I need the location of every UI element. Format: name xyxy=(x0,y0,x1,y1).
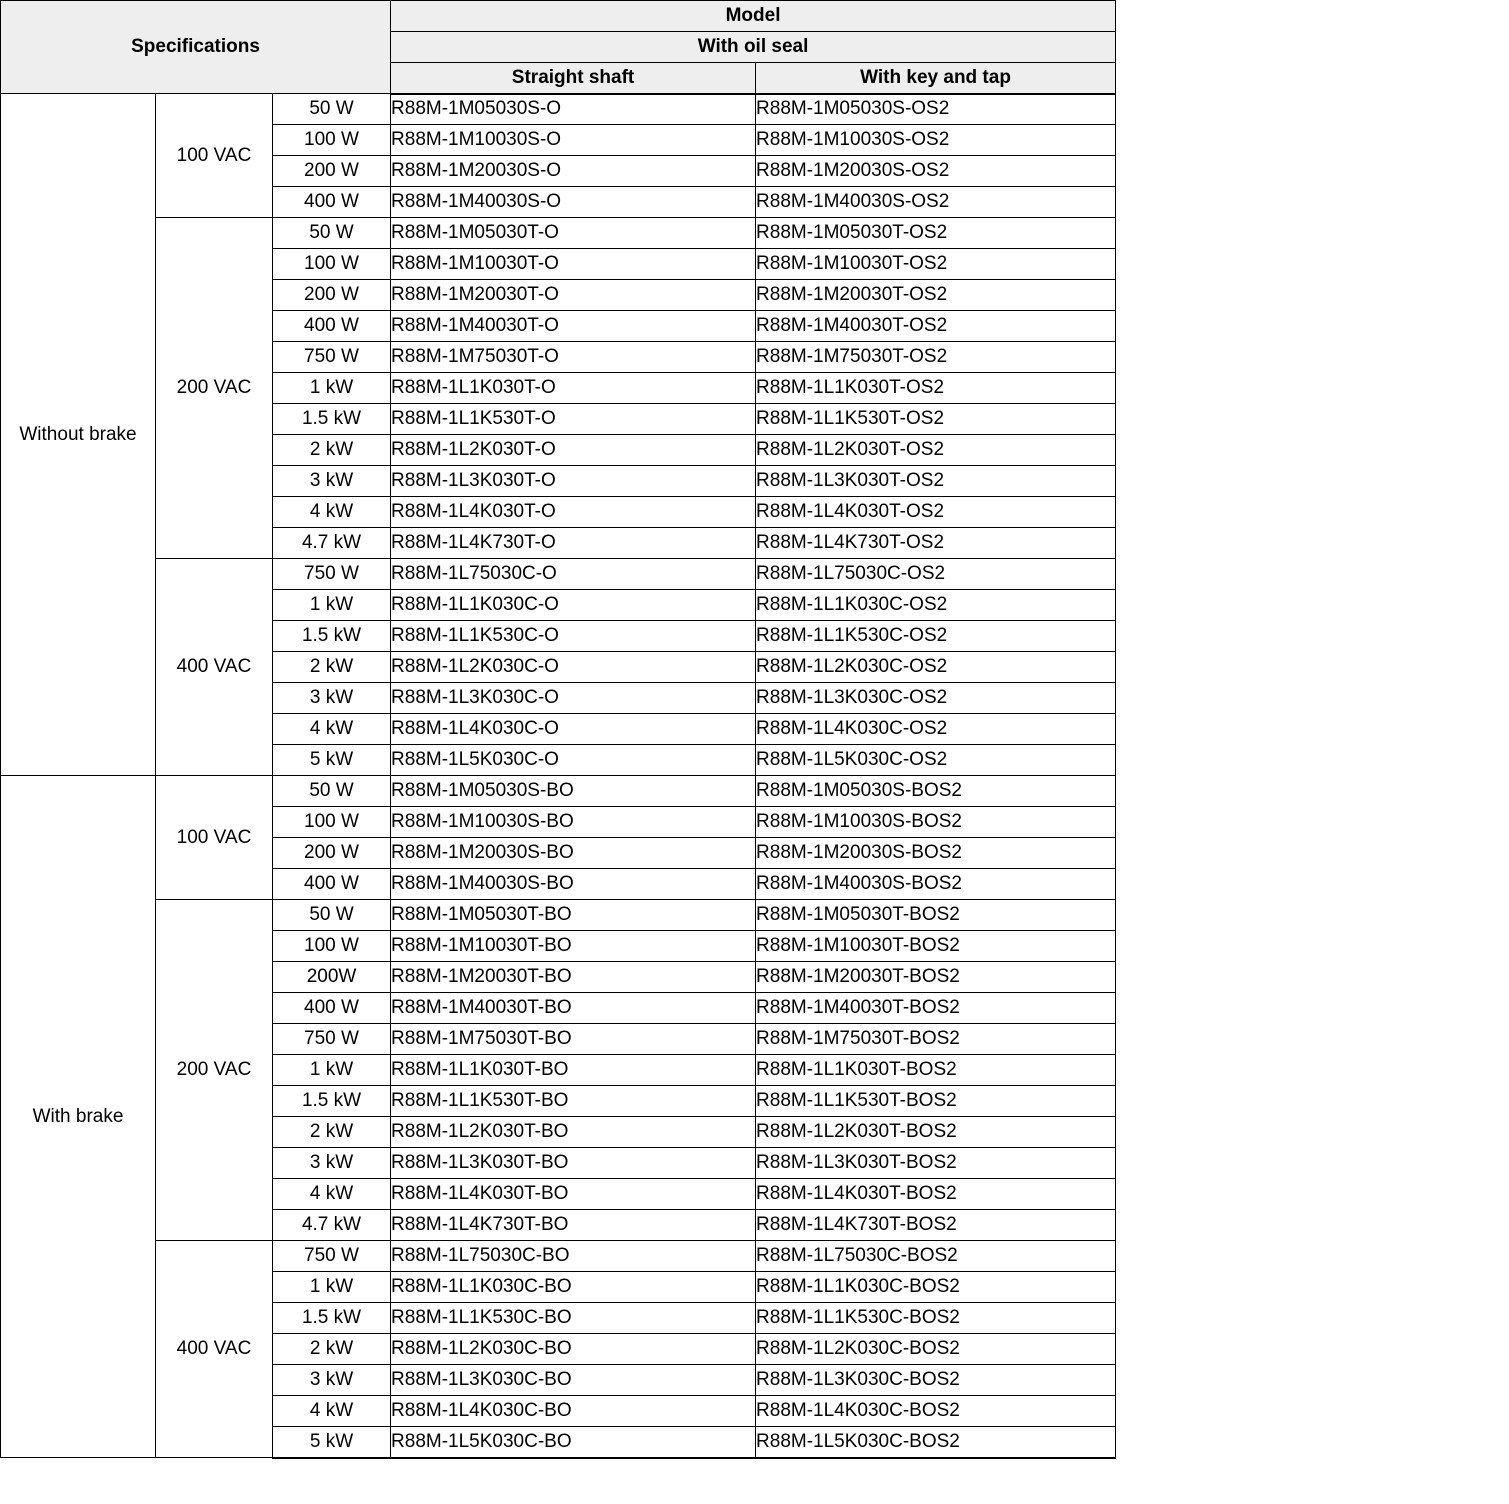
table-body xyxy=(1,94,1116,1458)
key-and-tap-model-cell: R88M-1M05030T-OS2 xyxy=(756,218,1116,249)
straight-shaft-model-cell: R88M-1L75030C-O xyxy=(391,559,756,590)
power-cell: 100 W xyxy=(273,931,391,962)
straight-shaft-model-cell: R88M-1M40030S-BO xyxy=(391,869,756,900)
straight-shaft-model-cell: R88M-1L4K030T-O xyxy=(391,497,756,528)
straight-shaft-model-cell: R88M-1L1K030C-BO xyxy=(391,1272,756,1303)
key-and-tap-model-cell: R88M-1L2K030T-OS2 xyxy=(756,435,1116,466)
key-and-tap-model-cell: R88M-1L3K030T-BOS2 xyxy=(756,1148,1116,1179)
straight-shaft-model-cell: R88M-1L5K030C-BO xyxy=(391,1427,756,1458)
key-and-tap-model-cell: R88M-1L5K030C-OS2 xyxy=(756,745,1116,776)
straight-shaft-model-cell: R88M-1L5K030C-O xyxy=(391,745,756,776)
key-and-tap-model-cell: R88M-1L1K530T-OS2 xyxy=(756,404,1116,435)
straight-shaft-model-cell: R88M-1L1K530C-BO xyxy=(391,1303,756,1334)
table-header xyxy=(1,1,1116,94)
header-row-model xyxy=(1,1,1116,32)
key-and-tap-model-cell: R88M-1L2K030C-BOS2 xyxy=(756,1334,1116,1365)
key-and-tap-model-cell: R88M-1L1K030C-OS2 xyxy=(756,590,1116,621)
straight-shaft-model-cell: R88M-1L3K030T-O xyxy=(391,466,756,497)
power-cell: 50 W xyxy=(273,94,391,125)
straight-shaft-model-cell: R88M-1L1K530T-BO xyxy=(391,1086,756,1117)
power-cell: 50 W xyxy=(273,218,391,249)
key-and-tap-model-cell: R88M-1L75030C-OS2 xyxy=(756,559,1116,590)
straight-shaft-model-cell: R88M-1M10030T-BO xyxy=(391,931,756,962)
key-and-tap-model-cell: R88M-1M40030T-OS2 xyxy=(756,311,1116,342)
power-cell: 2 kW xyxy=(273,435,391,466)
straight-shaft-model-cell: R88M-1M20030S-BO xyxy=(391,838,756,869)
power-cell: 1 kW xyxy=(273,590,391,621)
key-and-tap-model-cell: R88M-1M40030S-OS2 xyxy=(756,187,1116,218)
key-and-tap-model-cell: R88M-1L1K030T-BOS2 xyxy=(756,1055,1116,1086)
key-and-tap-model-cell: R88M-1L4K730T-OS2 xyxy=(756,528,1116,559)
key-and-tap-model-cell: R88M-1M20030S-BOS2 xyxy=(756,838,1116,869)
key-and-tap-model-cell: R88M-1M75030T-OS2 xyxy=(756,342,1116,373)
straight-shaft-model-cell: R88M-1L1K530C-O xyxy=(391,621,756,652)
oil-seal-header: With oil seal xyxy=(391,32,1116,63)
power-cell: 200 W xyxy=(273,838,391,869)
straight-shaft-model-cell: R88M-1L1K030C-O xyxy=(391,590,756,621)
power-cell: 1.5 kW xyxy=(273,1086,391,1117)
key-and-tap-model-cell: R88M-1M20030S-OS2 xyxy=(756,156,1116,187)
key-and-tap-model-cell: R88M-1M10030T-OS2 xyxy=(756,249,1116,280)
straight-shaft-model-cell: R88M-1M40030T-BO xyxy=(391,993,756,1024)
power-cell: 4 kW xyxy=(273,1179,391,1210)
power-cell: 750 W xyxy=(273,559,391,590)
key-and-tap-model-cell: R88M-1L4K730T-BOS2 xyxy=(756,1210,1116,1241)
power-cell: 100 W xyxy=(273,249,391,280)
straight-shaft-model-cell: R88M-1L4K030T-BO xyxy=(391,1179,756,1210)
power-cell: 400 W xyxy=(273,869,391,900)
straight-shaft-model-cell: R88M-1M75030T-BO xyxy=(391,1024,756,1055)
straight-shaft-model-cell: R88M-1L1K030T-O xyxy=(391,373,756,404)
key-and-tap-model-cell: R88M-1M10030S-OS2 xyxy=(756,125,1116,156)
specifications-header: Specifications xyxy=(1,1,391,94)
power-cell: 3 kW xyxy=(273,466,391,497)
straight-shaft-model-cell: R88M-1L2K030T-BO xyxy=(391,1117,756,1148)
key-and-tap-model-cell: R88M-1M05030T-BOS2 xyxy=(756,900,1116,931)
table-row xyxy=(1,94,1116,125)
key-and-tap-model-cell: R88M-1L2K030T-BOS2 xyxy=(756,1117,1116,1148)
power-cell: 1 kW xyxy=(273,1272,391,1303)
key-and-tap-model-cell: R88M-1L1K030C-BOS2 xyxy=(756,1272,1116,1303)
straight-shaft-model-cell: R88M-1L4K730T-BO xyxy=(391,1210,756,1241)
key-and-tap-header: With key and tap xyxy=(756,63,1116,94)
power-cell: 2 kW xyxy=(273,1117,391,1148)
power-cell: 1 kW xyxy=(273,1055,391,1086)
brake-group-cell: Without brake xyxy=(1,94,156,776)
straight-shaft-model-cell: R88M-1L1K030T-BO xyxy=(391,1055,756,1086)
power-cell: 3 kW xyxy=(273,683,391,714)
straight-shaft-model-cell: R88M-1L4K030C-O xyxy=(391,714,756,745)
straight-shaft-model-cell: R88M-1M05030T-O xyxy=(391,218,756,249)
model-header: Model xyxy=(391,1,1116,32)
power-cell: 50 W xyxy=(273,900,391,931)
straight-shaft-model-cell: R88M-1L3K030C-O xyxy=(391,683,756,714)
brake-group-cell: With brake xyxy=(1,776,156,1458)
straight-shaft-model-cell: R88M-1L2K030C-O xyxy=(391,652,756,683)
table-row xyxy=(1,218,1116,249)
power-cell: 2 kW xyxy=(273,1334,391,1365)
straight-shaft-model-cell: R88M-1M10030T-O xyxy=(391,249,756,280)
table-row xyxy=(1,559,1116,590)
key-and-tap-model-cell: R88M-1L4K030T-BOS2 xyxy=(756,1179,1116,1210)
power-cell: 4.7 kW xyxy=(273,1210,391,1241)
key-and-tap-model-cell: R88M-1L3K030T-OS2 xyxy=(756,466,1116,497)
key-and-tap-model-cell: R88M-1M05030S-BOS2 xyxy=(756,776,1116,807)
key-and-tap-model-cell: R88M-1M75030T-BOS2 xyxy=(756,1024,1116,1055)
power-cell: 2 kW xyxy=(273,652,391,683)
key-and-tap-model-cell: R88M-1M40030S-BOS2 xyxy=(756,869,1116,900)
key-and-tap-model-cell: R88M-1L1K530C-OS2 xyxy=(756,621,1116,652)
power-cell: 400 W xyxy=(273,187,391,218)
straight-shaft-model-cell: R88M-1L3K030C-BO xyxy=(391,1365,756,1396)
power-cell: 400 W xyxy=(273,311,391,342)
straight-shaft-model-cell: R88M-1M10030S-BO xyxy=(391,807,756,838)
straight-shaft-model-cell: R88M-1M20030T-BO xyxy=(391,962,756,993)
key-and-tap-model-cell: R88M-1L4K030T-OS2 xyxy=(756,497,1116,528)
voltage-cell: 400 VAC xyxy=(156,559,273,776)
power-cell: 4 kW xyxy=(273,497,391,528)
voltage-cell: 100 VAC xyxy=(156,776,273,900)
straight-shaft-header: Straight shaft xyxy=(391,63,756,94)
straight-shaft-model-cell: R88M-1L75030C-BO xyxy=(391,1241,756,1272)
straight-shaft-model-cell: R88M-1M05030S-BO xyxy=(391,776,756,807)
straight-shaft-model-cell: R88M-1M20030T-O xyxy=(391,280,756,311)
voltage-cell: 200 VAC xyxy=(156,218,273,559)
power-cell: 200W xyxy=(273,962,391,993)
power-cell: 4 kW xyxy=(273,1396,391,1427)
power-cell: 4 kW xyxy=(273,714,391,745)
straight-shaft-model-cell: R88M-1M20030S-O xyxy=(391,156,756,187)
power-cell: 3 kW xyxy=(273,1365,391,1396)
power-cell: 1.5 kW xyxy=(273,621,391,652)
key-and-tap-model-cell: R88M-1L1K530T-BOS2 xyxy=(756,1086,1116,1117)
power-cell: 1.5 kW xyxy=(273,1303,391,1334)
key-and-tap-model-cell: R88M-1L1K030T-OS2 xyxy=(756,373,1116,404)
power-cell: 100 W xyxy=(273,807,391,838)
table-row xyxy=(1,900,1116,931)
key-and-tap-model-cell: R88M-1M20030T-BOS2 xyxy=(756,962,1116,993)
power-cell: 750 W xyxy=(273,342,391,373)
key-and-tap-model-cell: R88M-1L3K030C-BOS2 xyxy=(756,1365,1116,1396)
power-cell: 200 W xyxy=(273,280,391,311)
power-cell: 750 W xyxy=(273,1241,391,1272)
power-cell: 4.7 kW xyxy=(273,528,391,559)
straight-shaft-model-cell: R88M-1M40030S-O xyxy=(391,187,756,218)
straight-shaft-model-cell: R88M-1M10030S-O xyxy=(391,125,756,156)
power-cell: 200 W xyxy=(273,156,391,187)
power-cell: 400 W xyxy=(273,993,391,1024)
key-and-tap-model-cell: R88M-1M10030S-BOS2 xyxy=(756,807,1116,838)
key-and-tap-model-cell: R88M-1M05030S-OS2 xyxy=(756,94,1116,125)
straight-shaft-model-cell: R88M-1L2K030T-O xyxy=(391,435,756,466)
straight-shaft-model-cell: R88M-1M05030S-O xyxy=(391,94,756,125)
power-cell: 1 kW xyxy=(273,373,391,404)
straight-shaft-model-cell: R88M-1L2K030C-BO xyxy=(391,1334,756,1365)
key-and-tap-model-cell: R88M-1L4K030C-BOS2 xyxy=(756,1396,1116,1427)
key-and-tap-model-cell: R88M-1L2K030C-OS2 xyxy=(756,652,1116,683)
key-and-tap-model-cell: R88M-1L3K030C-OS2 xyxy=(756,683,1116,714)
power-cell: 100 W xyxy=(273,125,391,156)
key-and-tap-model-cell: R88M-1L75030C-BOS2 xyxy=(756,1241,1116,1272)
straight-shaft-model-cell: R88M-1L4K030C-BO xyxy=(391,1396,756,1427)
voltage-cell: 100 VAC xyxy=(156,94,273,218)
voltage-cell: 400 VAC xyxy=(156,1241,273,1458)
key-and-tap-model-cell: R88M-1M10030T-BOS2 xyxy=(756,931,1116,962)
power-cell: 1.5 kW xyxy=(273,404,391,435)
key-and-tap-model-cell: R88M-1L5K030C-BOS2 xyxy=(756,1427,1116,1458)
key-and-tap-model-cell: R88M-1L1K530C-BOS2 xyxy=(756,1303,1116,1334)
key-and-tap-model-cell: R88M-1L4K030C-OS2 xyxy=(756,714,1116,745)
power-cell: 5 kW xyxy=(273,1427,391,1458)
key-and-tap-model-cell: R88M-1M40030T-BOS2 xyxy=(756,993,1116,1024)
table-row xyxy=(1,776,1116,807)
power-cell: 750 W xyxy=(273,1024,391,1055)
voltage-cell: 200 VAC xyxy=(156,900,273,1241)
straight-shaft-model-cell: R88M-1L3K030T-BO xyxy=(391,1148,756,1179)
straight-shaft-model-cell: R88M-1L4K730T-O xyxy=(391,528,756,559)
power-cell: 5 kW xyxy=(273,745,391,776)
straight-shaft-model-cell: R88M-1M05030T-BO xyxy=(391,900,756,931)
power-cell: 3 kW xyxy=(273,1148,391,1179)
straight-shaft-model-cell: R88M-1L1K530T-O xyxy=(391,404,756,435)
straight-shaft-model-cell: R88M-1M40030T-O xyxy=(391,311,756,342)
power-cell: 50 W xyxy=(273,776,391,807)
table-row xyxy=(1,1241,1116,1272)
key-and-tap-model-cell: R88M-1M20030T-OS2 xyxy=(756,280,1116,311)
straight-shaft-model-cell: R88M-1M75030T-O xyxy=(391,342,756,373)
